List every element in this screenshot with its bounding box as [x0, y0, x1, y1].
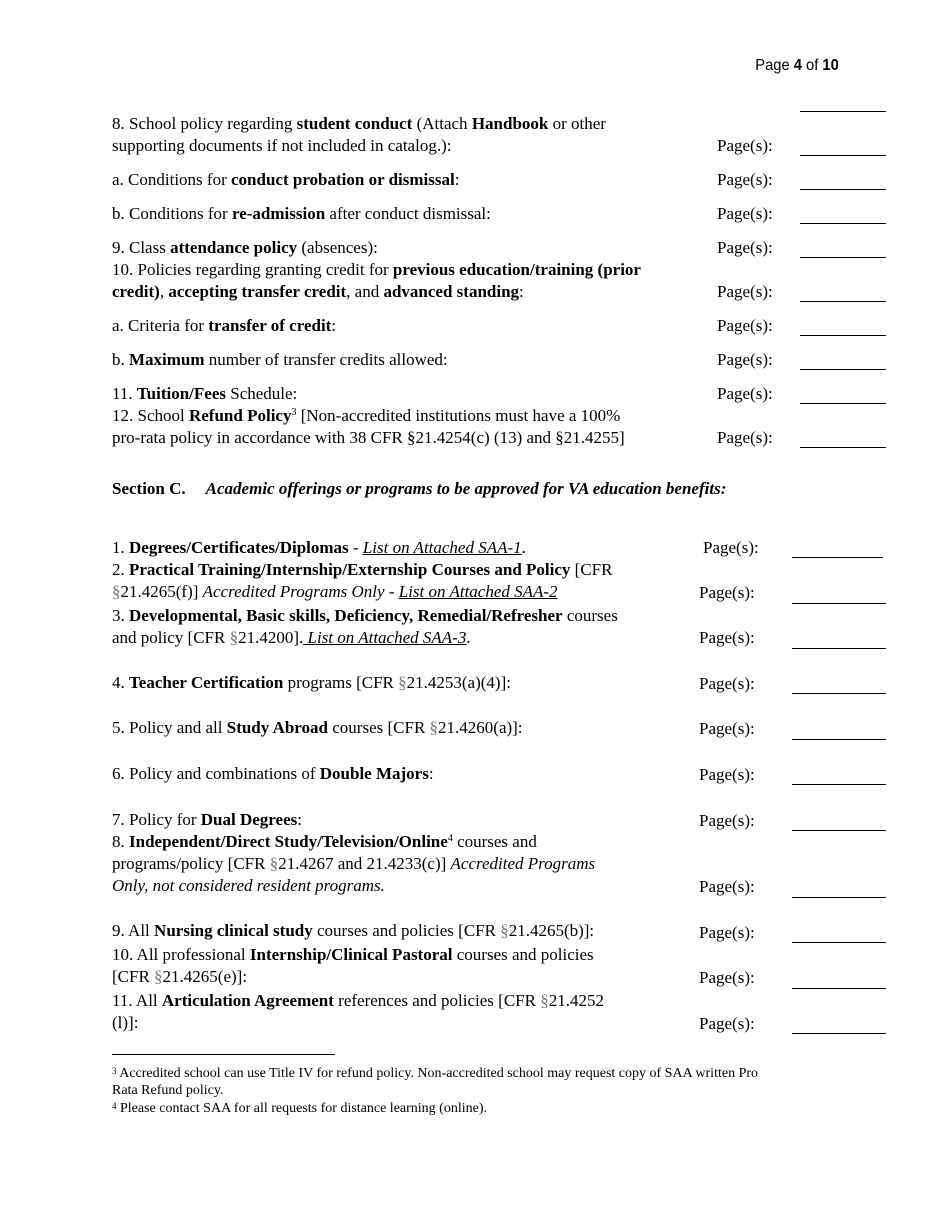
pages-label: Page(s): — [717, 170, 773, 189]
pages-label: Page(s): — [699, 719, 755, 738]
pages-label: Page(s): — [717, 350, 773, 369]
item-double-majors: 6. Policy and combinations of Double Majors: — [112, 764, 434, 783]
item-transfer-credit: a. Criteria for transfer of credit: — [112, 316, 337, 335]
item-articulation-agreement: 11. All Articulation Agreement references and policies [CFR §21.4252 (l)]: — [112, 991, 604, 1032]
item-study-abroad: 5. Policy and all Study Abroad courses [CFR §21.4260(a)]: — [112, 718, 523, 737]
pages-label: Page(s): — [703, 538, 759, 557]
pages-field[interactable] — [792, 1033, 886, 1034]
page-number: Page 4 of 10 — [755, 57, 839, 74]
pages-label: Page(s): — [699, 923, 755, 942]
pages-label: Page(s): — [717, 204, 773, 223]
pages-field[interactable] — [792, 603, 886, 604]
item-tuition-fees: 11. Tuition/Fees Schedule: — [112, 384, 298, 403]
pages-field[interactable] — [800, 369, 886, 370]
item-max-transfer: b. Maximum number of transfer credits allowed: — [112, 350, 448, 369]
pages-field[interactable] — [800, 447, 886, 448]
pages-field[interactable] — [800, 403, 886, 404]
item-developmental: 3. Developmental, Basic skills, Deficiency, Remedial/Refresher courses and policy [CFR §21.4200]. List on Attached SAA-3. — [112, 606, 618, 647]
item-degrees: 1. Degrees/Certificates/Diplomas - List on Attached SAA-1. — [112, 538, 526, 557]
pages-label: Page(s): — [699, 583, 755, 602]
item-readmission: b. Conditions for re-admission after conduct dismissal: — [112, 204, 491, 223]
pages-field[interactable] — [792, 942, 886, 943]
item-teacher-certification: 4. Teacher Certification programs [CFR §21.4253(a)(4)]: — [112, 673, 511, 692]
pages-label: Page(s): — [699, 765, 755, 784]
pages-label: Page(s): — [699, 628, 755, 647]
pages-field[interactable] — [792, 830, 886, 831]
section-c-heading: Section C. Academic offerings or programs to be approved for VA education benefits: — [112, 479, 727, 498]
pages-field[interactable] — [800, 189, 886, 190]
item-conduct-probation: a. Conditions for conduct probation or dismissal: — [112, 170, 460, 189]
pages-label: Page(s): — [699, 811, 755, 830]
pages-label: Page(s): — [717, 136, 773, 155]
pages-field[interactable] — [792, 648, 886, 649]
pages-field[interactable] — [800, 301, 886, 302]
item-student-conduct: 8. School policy regarding student conduct (Attach Handbook or other supporting documents if not included in catalog.): — [112, 114, 606, 155]
pages-label: Page(s): — [699, 877, 755, 896]
pages-field[interactable] — [792, 557, 883, 558]
footnote-4: $^4$ Please contact SAA for all requests for distance learning (online). — [112, 1101, 487, 1116]
pages-field[interactable] — [800, 335, 886, 336]
pages-field[interactable] — [792, 897, 886, 898]
pages-label: Page(s): — [717, 238, 773, 257]
pages-label: Page(s): — [717, 282, 773, 301]
item-dual-degrees: 7. Policy for Dual Degrees: — [112, 810, 302, 829]
pages-label: Page(s): — [717, 428, 773, 447]
blank-line[interactable] — [800, 111, 886, 112]
pages-field[interactable] — [792, 739, 886, 740]
footnote-divider — [112, 1054, 335, 1055]
pages-field[interactable] — [792, 784, 886, 785]
item-internship-pastoral: 10. All professional Internship/Clinical Pastoral courses and policies [CFR §21.4265(e)]: — [112, 945, 594, 986]
item-attendance-policy: 9. Class attendance policy (absences): — [112, 238, 378, 257]
pages-field[interactable] — [800, 257, 886, 258]
item-nursing-clinical: 9. All Nursing clinical study courses and policies [CFR §21.4265(b)]: — [112, 921, 595, 940]
pages-field[interactable] — [800, 223, 886, 224]
footnote-3: $^3$ Accredited school can use Title IV for refund policy. Non-accredited school may request copy of SAA written Pro Rata Refund policy. — [112, 1066, 759, 1098]
item-refund-policy: 12. School Refund Policy$^3$ [Non-accredited institutions must have a 100% pro-rata policy in accordance with 38 CFR §21.4254(c) (13) and §21.4255] — [112, 406, 625, 447]
pages-field[interactable] — [792, 988, 886, 989]
pages-label: Page(s): — [699, 1014, 755, 1033]
item-independent-study: 8. Independent/Direct Study/Television/Online$^4$ courses and programs/policy [CFR §21.4267 and 21.4233(c)] Accredited Programs Only, not considered resident programs. — [112, 832, 596, 895]
pages-label: Page(s): — [717, 384, 773, 403]
pages-field[interactable] — [792, 693, 886, 694]
pages-field[interactable] — [800, 155, 886, 156]
pages-label: Page(s): — [699, 968, 755, 987]
item-previous-education: 10. Policies regarding granting credit for previous education/training (prior credit), accepting transfer credit, and advanced standing: — [112, 260, 641, 301]
item-practical-training: 2. Practical Training/Internship/Externship Courses and Policy [CFR §21.4265(f)] Accredited Programs Only - List on Attached SAA-2 — [112, 560, 613, 601]
pages-label: Page(s): — [699, 674, 755, 693]
pages-label: Page(s): — [717, 316, 773, 335]
